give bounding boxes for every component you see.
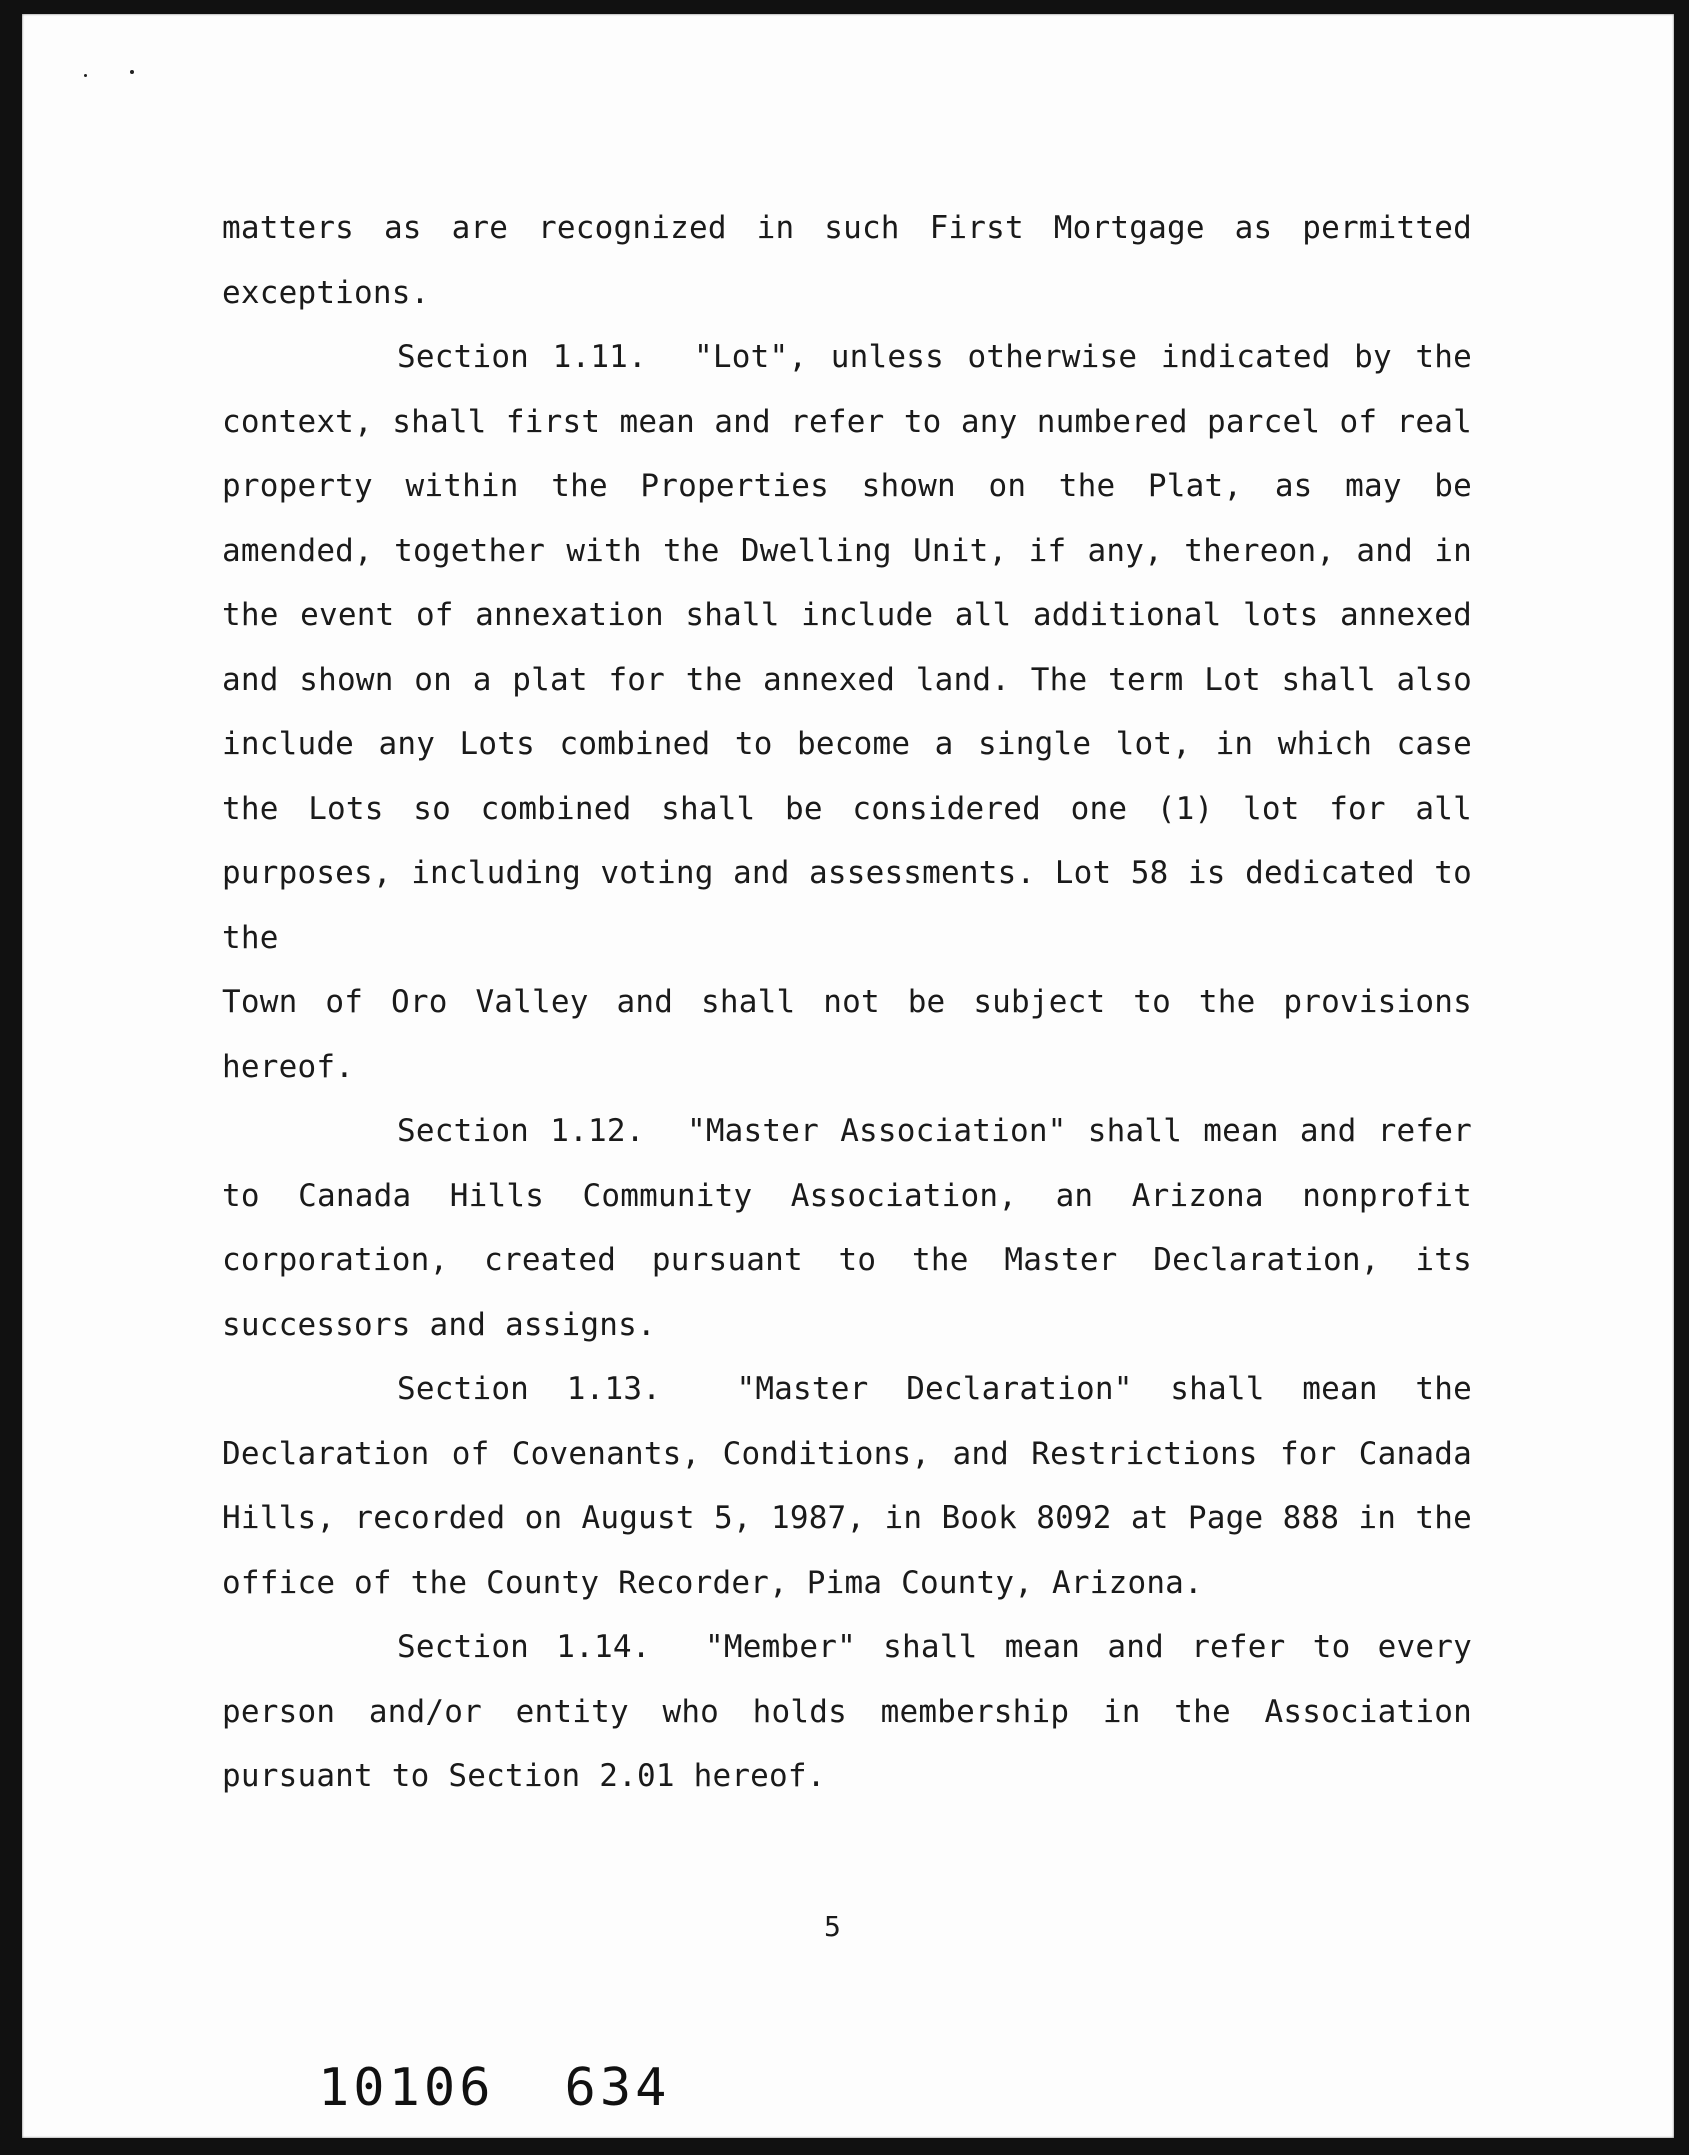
section-label: Section 1.11. — [397, 339, 647, 375]
continuation-paragraph: matters as are recognized in such First Mortgage as permitted exceptions. — [222, 210, 1472, 311]
section-label: Section 1.13. — [397, 1371, 662, 1407]
section-1-13 — [222, 1357, 1472, 1615]
section-text: "Master Association" shall mean and refer to Canada Hills Community Association, an Arizona nonprofit corporation, created pursuant to the Master Declaration, its successors and assigns. — [222, 1113, 1472, 1343]
document-body — [222, 196, 1472, 1809]
page-number: 5 — [824, 1910, 841, 1943]
section-text: "Master Declaration" shall mean the Declaration of Covenants, Conditions, and Restrictions for Canada Hills, recorded on August 5, 1987, in Book 8092 at Page 888 in the office of the County Recorder, Pima County, Arizona. — [222, 1371, 1472, 1601]
section-text: "Lot", unless otherwise indicated by the context, shall first mean and refer to any numbered parcel of real property within the Properties shown on the Plat, as may be amended, together with the Dwelling Unit, if any, thereon, and in the event of annexation shall include all additional lots annexed and shown on a plat for the annexed land. The term Lot shall also include any Lots combined to become a single lot, in which case the Lots so combined shall be considered one (1) lot for all purposes, including voting and assessments. Lot 58 is dedicated to the — [222, 339, 1473, 956]
section-1-11 — [222, 325, 1472, 970]
stamp-docket: 10106 — [318, 2058, 495, 2118]
section-label: Section 1.12. — [397, 1113, 645, 1149]
recording-stamp — [318, 2058, 670, 2118]
section-text: "Member" shall mean and refer to every person and/or entity who holds membership in the Association pursuant to Section 2.01 hereof. — [222, 1629, 1472, 1794]
section-1-14 — [222, 1615, 1472, 1809]
stamp-page: 634 — [564, 2058, 671, 2118]
section-1-11-continued: Town of Oro Valley and shall not be subject to the provisions hereof. — [222, 984, 1472, 1085]
section-label: Section 1.14. — [397, 1629, 651, 1665]
section-1-12 — [222, 1099, 1472, 1357]
